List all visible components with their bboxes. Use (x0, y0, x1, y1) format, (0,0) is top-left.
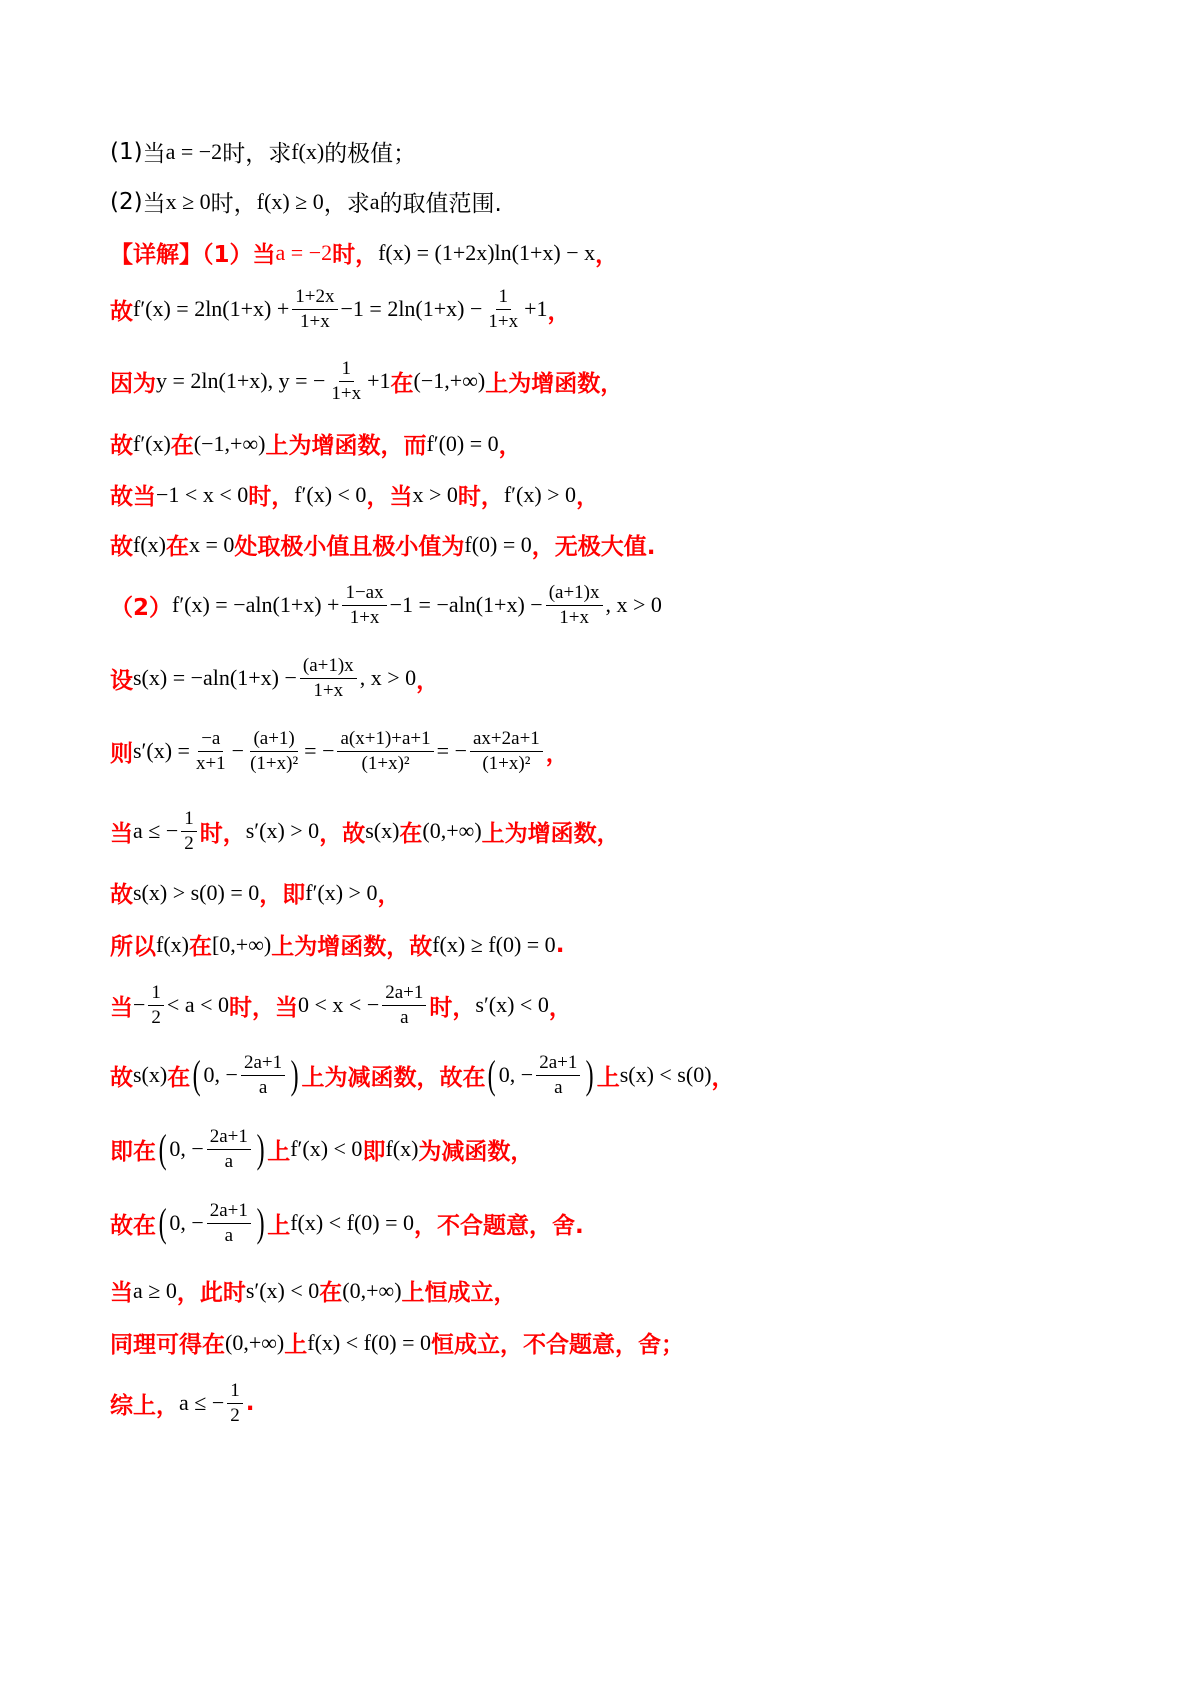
left-paren: ( (488, 1052, 497, 1098)
solution-line-7 (110, 582, 662, 629)
fraction (227, 1380, 243, 1427)
text: ， (576, 484, 600, 510)
math: , x > 0 (359, 665, 417, 691)
denominator: 1+x (331, 382, 362, 404)
math: f′(x) (133, 430, 171, 456)
math: f(x) (385, 1136, 419, 1162)
math: f(x) < f(0) = 0 (307, 1329, 432, 1355)
math: f′(x) > 0 (305, 879, 378, 905)
text: 恒成立，不合题意，舍； (431, 1332, 685, 1358)
numerator: 2a+1 (241, 1052, 285, 1076)
math: a = −2 (275, 239, 333, 265)
math: x ≥ 0 (165, 188, 211, 214)
fraction (148, 982, 164, 1029)
text: ，此时 (176, 1280, 246, 1306)
math: (0,+∞) (422, 818, 482, 844)
math: a ≤ − (133, 818, 179, 844)
math: < a < 0 (166, 992, 230, 1018)
solution-line-6 (110, 528, 656, 561)
solution-line-18 (110, 1326, 684, 1359)
math: f(x) = (1+2x)ln(1+x) − x (378, 239, 596, 265)
math: x = 0 (188, 531, 235, 557)
denominator: 1+x (313, 679, 344, 701)
math: − (231, 738, 245, 764)
denominator: a (224, 1224, 234, 1246)
math: s(x) > s(0) = 0 (133, 879, 260, 905)
text: 上 (267, 1138, 291, 1165)
math: f′(x) > 0 (503, 481, 577, 507)
numerator: 2a+1 (207, 1200, 251, 1224)
text: ， (416, 667, 440, 694)
math: , x > 0 (605, 592, 662, 618)
q2-number: (2) (110, 188, 143, 215)
solution-line-8 (110, 655, 439, 702)
solution-line-11 (110, 876, 400, 909)
numerator: 2a+1 (536, 1052, 580, 1076)
fraction (193, 728, 229, 775)
denominator: 2 (151, 1006, 161, 1028)
math: −1 < x < 0 (156, 481, 249, 507)
text: 在 (170, 433, 194, 459)
text: ， (545, 740, 569, 767)
text: . (245, 1390, 255, 1417)
math: = − (304, 738, 335, 764)
numerator: 1 (496, 286, 512, 310)
text: 为减函数， (418, 1138, 534, 1165)
text: 当 (142, 191, 166, 217)
text: 当 (142, 141, 166, 167)
text: 时，当 (229, 994, 299, 1021)
text: 上为减函数，故在 (301, 1064, 486, 1091)
math: (−1,+∞) (193, 430, 266, 456)
text: 在 (399, 820, 423, 847)
text: 时，求 (222, 141, 292, 167)
denominator: 1+x (559, 606, 589, 628)
fraction (300, 655, 357, 702)
math: a (369, 188, 380, 214)
math: f(x) < f(0) = 0 (290, 1210, 415, 1236)
solution-line-5 (110, 478, 599, 511)
text: 故 (110, 882, 133, 908)
text: 则 (110, 740, 133, 767)
math: x > 0 (412, 481, 458, 507)
fraction (207, 1126, 251, 1173)
fraction (485, 286, 521, 333)
q1-number: (1) (110, 138, 143, 165)
solution-line-3 (110, 358, 623, 405)
denominator: 1+x (349, 606, 380, 628)
right-paren: ) (256, 1200, 265, 1246)
math: +1 (367, 368, 391, 394)
text: 故 (110, 534, 133, 560)
numerator: ax+2a+1 (470, 728, 543, 752)
math: f(x) ≥ f(0) = 0 (432, 931, 556, 957)
left-paren: ( (158, 1200, 167, 1246)
denominator: a (554, 1076, 563, 1098)
solution-line-2 (110, 286, 571, 333)
solution-line-1 (110, 236, 618, 269)
text: 上为增函数， (485, 370, 624, 397)
text: ， (377, 882, 401, 908)
text: 【详解】（1）当 (110, 242, 276, 268)
fraction (247, 728, 301, 775)
text: 综上， (110, 1392, 179, 1419)
fraction (546, 582, 603, 629)
math: (−1,+∞) (413, 368, 486, 394)
denominator: (1+x)² (361, 752, 410, 774)
math: f′(0) = 0 (426, 430, 499, 456)
text: 即 (362, 1138, 386, 1165)
text: 时， (429, 994, 476, 1021)
numerator: 2a+1 (382, 982, 426, 1006)
text: 时， (457, 484, 504, 510)
denominator: 2 (230, 1404, 240, 1426)
text: （2） (110, 594, 173, 621)
math: s′(x) < 0 (245, 1277, 320, 1303)
numerator: 1−ax (342, 582, 386, 606)
math: (0,+∞) (342, 1277, 402, 1303)
text: 当 (110, 1280, 133, 1306)
denominator: 1+x (300, 310, 330, 332)
denominator: a (400, 1006, 409, 1028)
math: s′(x) > 0 (245, 818, 320, 844)
solution-line-17 (110, 1274, 517, 1307)
text: 故 (110, 1064, 133, 1091)
math: +1 (524, 296, 548, 322)
math: 0 < x < − (298, 992, 380, 1018)
right-paren: ) (290, 1052, 299, 1098)
text: 上 (267, 1212, 291, 1239)
text: 设 (110, 667, 133, 694)
math: −1 = 2ln(1+x) − (340, 296, 483, 322)
left-paren: ( (192, 1052, 201, 1098)
text: 在 (319, 1280, 343, 1306)
text: ，不合题意，舍. (414, 1212, 584, 1239)
text: 上恒成立， (401, 1280, 517, 1306)
text: 的极值； (324, 141, 417, 167)
math: − (133, 992, 146, 1018)
fraction (181, 808, 197, 855)
text: 在 (167, 1064, 191, 1091)
math: f′(x) = −aln(1+x) + (172, 592, 340, 618)
solution-line-16 (110, 1200, 584, 1247)
fraction (342, 582, 386, 629)
fraction (328, 358, 364, 405)
text: 上 (596, 1064, 620, 1091)
question-2 (110, 185, 502, 218)
fraction (536, 1052, 580, 1099)
text: 在 (188, 934, 212, 960)
math: 0, − (203, 1062, 238, 1088)
text: 即在 (110, 1138, 156, 1165)
numerator: a(x+1)+a+1 (337, 728, 433, 752)
text: ，当 (366, 484, 413, 510)
text: 时， (210, 191, 257, 217)
math: f(x) (291, 138, 325, 164)
denominator: 2 (184, 832, 194, 854)
denominator: (1+x)² (250, 752, 299, 774)
text: 上 (284, 1332, 308, 1358)
math: [0,+∞) (211, 931, 272, 957)
text: 所以 (110, 934, 156, 960)
text: ，求 (323, 191, 370, 217)
fraction (382, 982, 426, 1029)
math: f′(x) = 2ln(1+x) + (133, 296, 290, 322)
fraction (207, 1200, 251, 1247)
text: 时， (248, 484, 295, 510)
text: 同理可得在 (110, 1332, 225, 1358)
text: ，故 (319, 820, 366, 847)
math: −1 = −aln(1+x) − (389, 592, 543, 618)
denominator: x+1 (195, 752, 226, 774)
left-paren: ( (158, 1126, 167, 1172)
text: ， (548, 994, 572, 1021)
math: = − (436, 738, 467, 764)
solution-line-19 (110, 1380, 255, 1427)
text: 故当 (110, 484, 156, 510)
text: ， (595, 242, 619, 268)
fraction (337, 728, 433, 775)
text: ，无极大值. (531, 534, 656, 560)
text: 时， (332, 242, 379, 268)
text: 上为增函数，故 (271, 934, 433, 960)
math: f′(x) < 0 (294, 481, 367, 507)
text: ， (547, 298, 571, 325)
math: f(0) = 0 (464, 531, 532, 557)
math: 0, − (498, 1062, 534, 1088)
solution-line-13 (110, 982, 572, 1029)
math: f(x) ≥ 0 (256, 188, 324, 214)
text: 当 (110, 994, 133, 1021)
text: 处取极小值且极小值为 (234, 534, 465, 560)
numerator: 2a+1 (207, 1126, 251, 1150)
text: ， (498, 433, 522, 459)
denominator: (1+x)² (482, 752, 531, 774)
right-paren: ) (586, 1052, 595, 1098)
math: 0, − (169, 1136, 204, 1162)
math: y = 2ln(1+x), y = − (156, 368, 326, 394)
math: 0, − (169, 1210, 204, 1236)
math: s′(x) < 0 (475, 992, 549, 1018)
numerator: 1 (148, 982, 164, 1006)
fraction (470, 728, 543, 775)
fraction (292, 286, 337, 333)
solution-line-4 (110, 427, 522, 460)
numerator: 1 (181, 808, 197, 832)
text: 时， (199, 820, 246, 847)
text: 的取值范围. (379, 191, 502, 217)
math: f′(x) < 0 (290, 1136, 363, 1162)
text: 故 (110, 433, 133, 459)
numerator: (a+1)x (546, 582, 603, 606)
solution-line-9 (110, 728, 569, 775)
numerator: 1+2x (292, 286, 337, 310)
text: 故在 (110, 1212, 156, 1239)
text: 故 (110, 298, 133, 325)
math: s(x) = −aln(1+x) − (133, 665, 297, 691)
math: s′(x) = (133, 738, 190, 764)
text: ， (711, 1064, 735, 1091)
denominator: a (258, 1076, 268, 1098)
text: 在 (390, 370, 414, 397)
text: 在 (165, 534, 189, 560)
solution-line-10 (110, 808, 620, 855)
text: 当 (110, 820, 133, 847)
text: 上为增函数，而 (265, 433, 427, 459)
numerator: −a (198, 728, 223, 752)
denominator: a (224, 1150, 234, 1172)
numerator: (a+1) (250, 728, 297, 752)
math: s(x) (133, 1062, 168, 1088)
math: a = −2 (165, 138, 223, 164)
math: a ≥ 0 (133, 1277, 177, 1303)
math: s(x) < s(0) (619, 1062, 712, 1088)
text: 上为增函数， (481, 820, 620, 847)
solution-line-15 (110, 1126, 533, 1173)
denominator: 1+x (488, 310, 519, 332)
numerator: 1 (339, 358, 355, 382)
math: f(x) (156, 931, 189, 957)
solution-line-12 (110, 928, 564, 961)
math: (0,+∞) (225, 1329, 285, 1355)
question-1 (110, 135, 416, 168)
right-paren: ) (256, 1126, 265, 1172)
text: . (555, 931, 565, 958)
fraction (241, 1052, 285, 1099)
math: s(x) (365, 818, 400, 844)
numerator: 1 (227, 1380, 243, 1404)
math: f(x) (133, 531, 166, 557)
text: 因为 (110, 370, 156, 397)
solution-line-14 (110, 1052, 735, 1099)
math: a ≤ − (179, 1390, 225, 1416)
numerator: (a+1)x (300, 655, 357, 679)
text: ，即 (259, 882, 306, 908)
